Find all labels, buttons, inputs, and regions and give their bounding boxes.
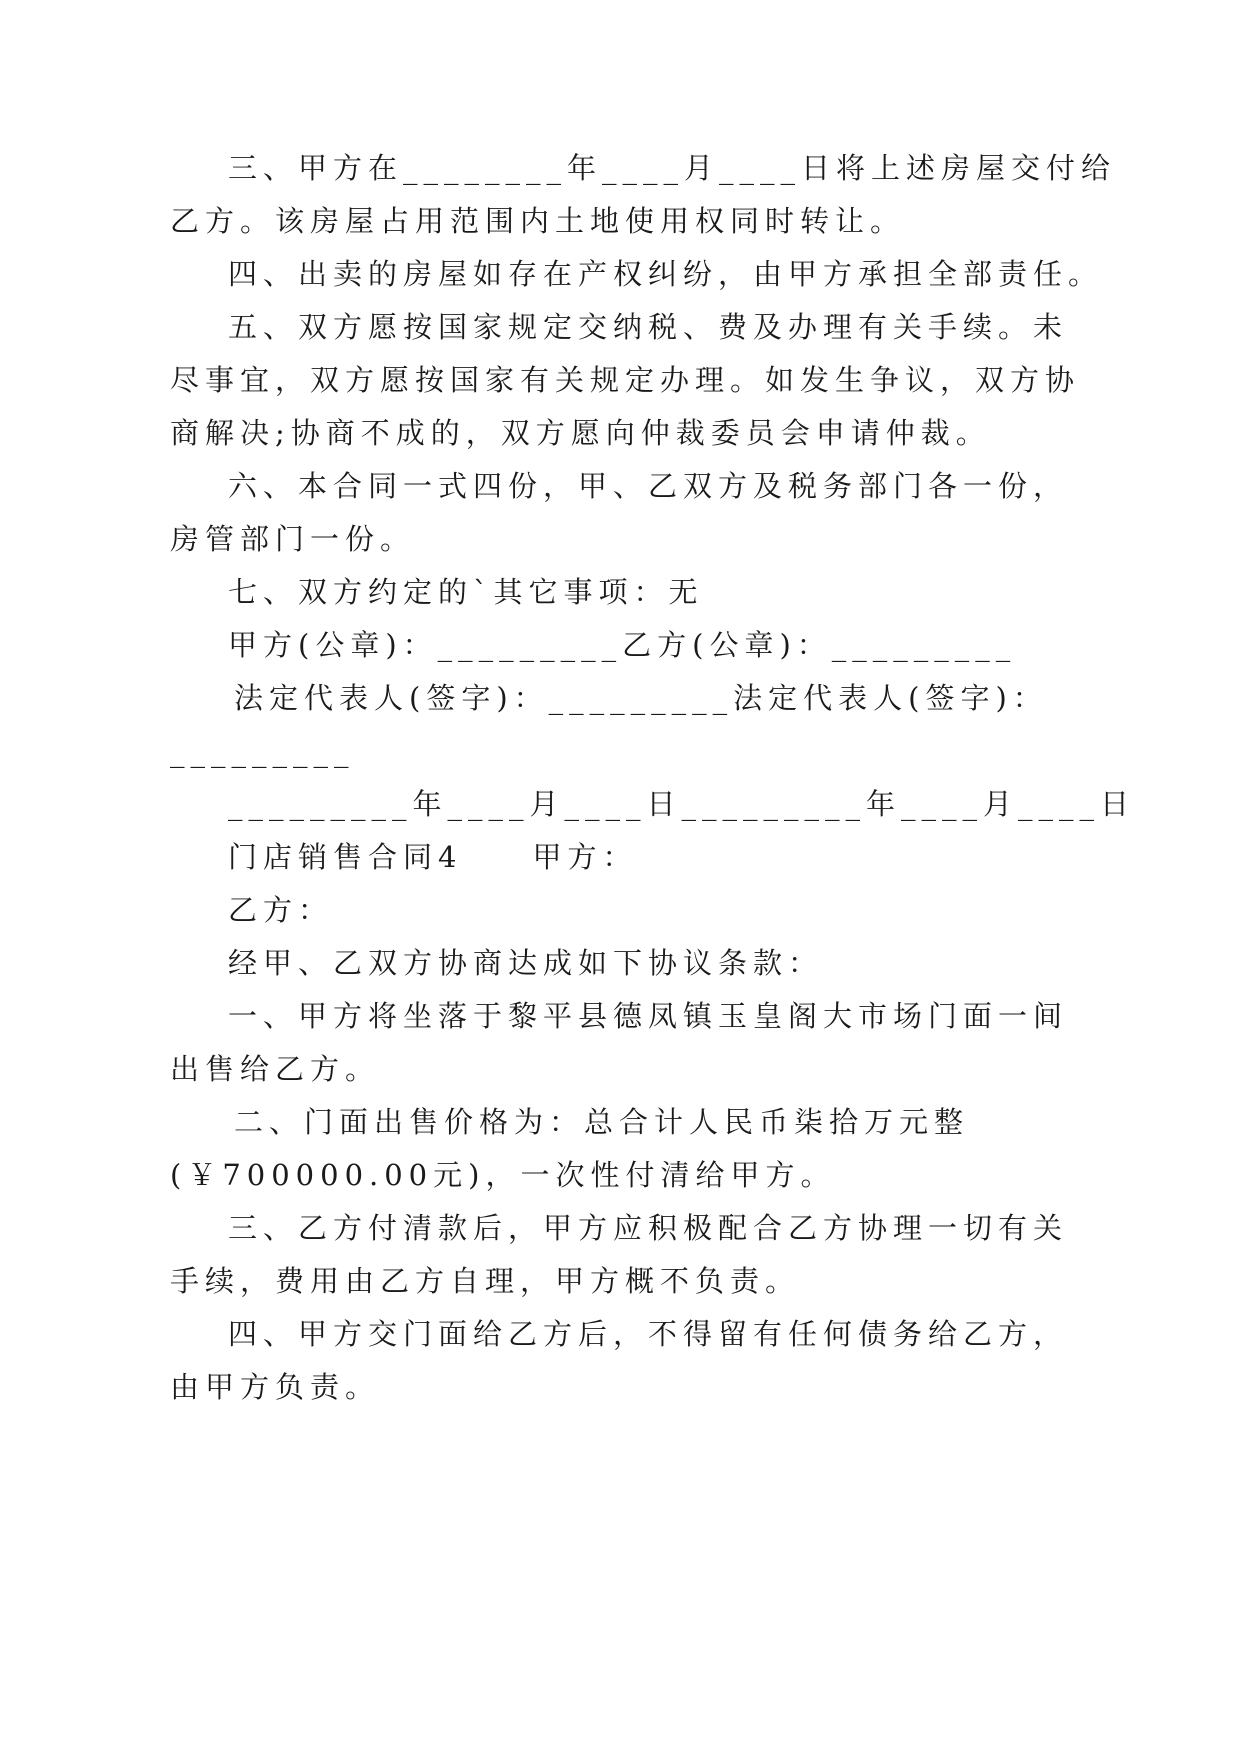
article-1-line-1: 一、甲方将坐落于黎平县德凤镇玉皇阁大市场门面一间 xyxy=(228,999,1069,1033)
representative-line: 法定代表人(签字)：_________法定代表人(签字)： xyxy=(234,681,1048,715)
clause-3-line-1: 三、甲方在________年____月____日将上述房屋交付给 xyxy=(228,151,1117,185)
article-1-line-2: 出售给乙方。 xyxy=(170,1052,381,1086)
seal-line: 甲方(公章)：_________乙方(公章)：_________ xyxy=(228,628,1017,662)
article-3-line-2: 手续，费用由乙方自理，甲方概不负责。 xyxy=(170,1264,801,1298)
clause-5-line-2: 尽事宜，双方愿按国家有关规定办理。如发生争议，双方协 xyxy=(170,363,1081,397)
clause-5-line-1: 五、双方愿按国家规定交纳税、费及办理有关手续。未 xyxy=(228,310,1069,344)
clause-6-line-2: 房管部门一份。 xyxy=(170,522,416,556)
clause-5-line-3: 商解决;协商不成的，双方愿向仲裁委员会申请仲裁。 xyxy=(170,416,991,450)
article-2-line-2: (￥700000.00元)，一次性付清给甲方。 xyxy=(170,1158,836,1192)
agreement-intro: 经甲、乙双方协商达成如下协议条款： xyxy=(228,946,824,980)
representative-blank: _________ xyxy=(170,734,355,768)
clause-4: 四、出卖的房屋如存在产权纠纷，由甲方承担全部责任。 xyxy=(228,257,1104,291)
clause-3-line-2: 乙方。该房屋占用范围内土地使用权同时转让。 xyxy=(170,204,906,238)
party-b-label: 乙方： xyxy=(228,893,334,927)
clause-7: 七、双方约定的`其它事项：无 xyxy=(228,575,704,609)
date-line: _________年____月____日_________年____月____日 xyxy=(228,787,1136,821)
contract-4-title: 门店销售合同4 甲方： xyxy=(228,840,638,874)
clause-6-line-1: 六、本合同一式四份，甲、乙双方及税务部门各一份， xyxy=(228,469,1069,503)
article-3-line-1: 三、乙方付清款后，甲方应积极配合乙方协理一切有关 xyxy=(228,1211,1069,1245)
article-4-line-2: 由甲方负责。 xyxy=(170,1370,381,1404)
article-2-line-1: 二、门面出售价格为：总合计人民币柒拾万元整 xyxy=(234,1105,970,1139)
article-4-line-1: 四、甲方交门面给乙方后，不得留有任何债务给乙方， xyxy=(228,1317,1069,1351)
